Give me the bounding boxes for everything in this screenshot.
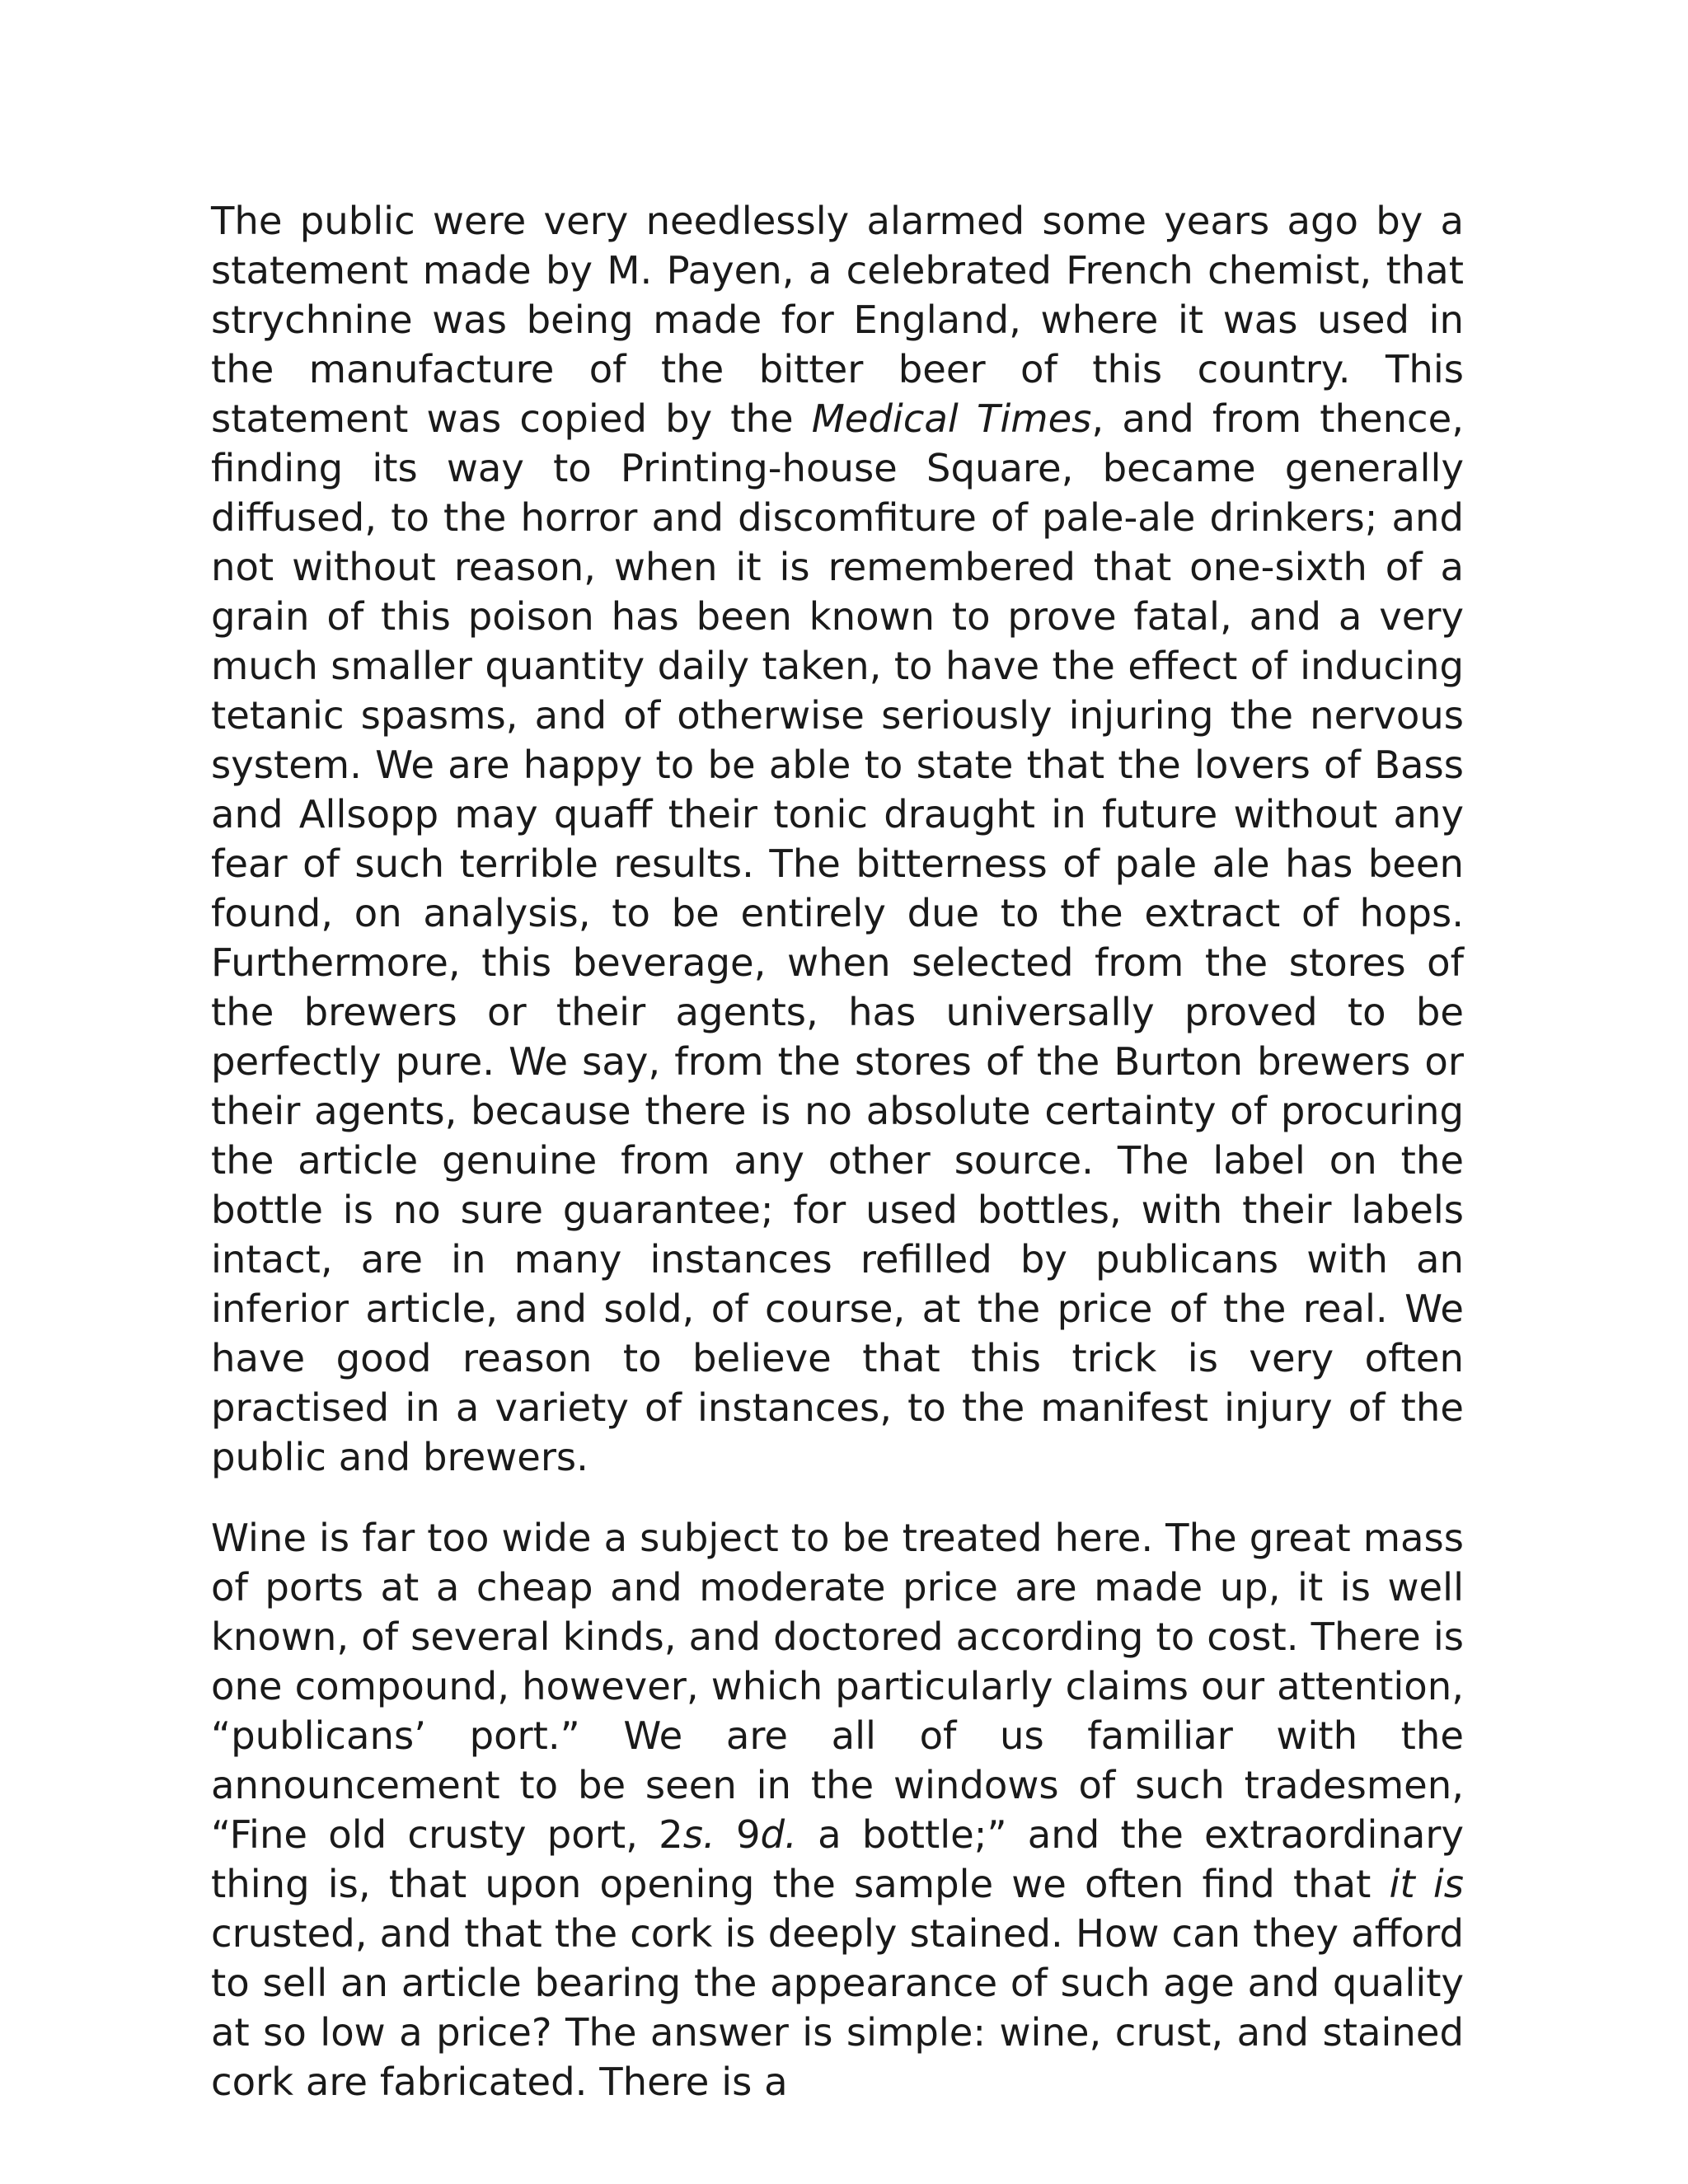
- text-segment: The public were very needlessly alarmed some years ago by a statement made by M. Payen, a celebrated French chemist, that strychnine was being made for England, where it was used in the manufacture of the bitter beer of this country. This statement was copied by the: [211, 199, 1464, 441]
- emphasis-it-is: it is: [1389, 1862, 1464, 1906]
- text-segment: , and from thence, finding its way to Printing-house Square, became generally diffused, to the horror and discomfiture of pale-ale drinkers; and not without reason, when it is remembered that one-sixth of a grain of this poison has been known to prove fatal, and a very much smaller quantity daily taken, to have the effect of inducing tetanic spasms, and of otherwise seriously injuring the nervous system. We are happy to be able to state that the lovers of Bass and Allsopp may quaff their tonic draught in future without any fear of such terrible results. The bitterness of pale ale has been found, on analysis, to be entirely due to the extract of hops. Furthermore, this beverage, when selected from the stores of the brewers or their agents, has universally proved to be perfectly pure. We say, from the stores of the Burton brewers or their agents, because there is no absolute certainty of procuring the article genuine from any other source. The label on the bottle is no sure guarantee; for used bottles, with their labels intact, are in many instances refilled by publicans with an inferior article, and sold, of course, at the price of the real. We have good reason to believe that this trick is very often practised in a variety of instances, to the manifest injury of the public and brewers.: [211, 396, 1465, 1479]
- paragraph-strychnine-pale-ale: [211, 196, 1464, 1482]
- text-segment: a bottle;” and the extraordinary thing is, that upon opening the sample we often find that: [211, 1812, 1464, 1906]
- publication-title-medical-times: Medical Times: [811, 396, 1092, 441]
- text-segment: crusted, and that the cork is deeply stained. How can they afford to sell an article bearing the appearance of such age and quality at so low a price? The answer is simple: wine, crust, and stained cork are fabricated. There is a: [211, 1911, 1464, 2104]
- document-page: [211, 196, 1464, 2107]
- currency-shillings: s.: [682, 1812, 715, 1857]
- text-segment: Wine is far too wide a subject to be treated here. The great mass of ports at a cheap and moderate price are made up, it is well known, of several kinds, and doctored according to cost. There is one compound, however, which particularly claims our attention, “publicans’ port.” We are all of us familiar with the announcement to be seen in the windows of such tradesmen, “Fine old crusty port, 2: [211, 1516, 1464, 1857]
- text-segment: 9: [715, 1812, 761, 1857]
- currency-pence: d.: [760, 1812, 797, 1857]
- paragraph-publicans-port: [211, 1513, 1464, 2107]
